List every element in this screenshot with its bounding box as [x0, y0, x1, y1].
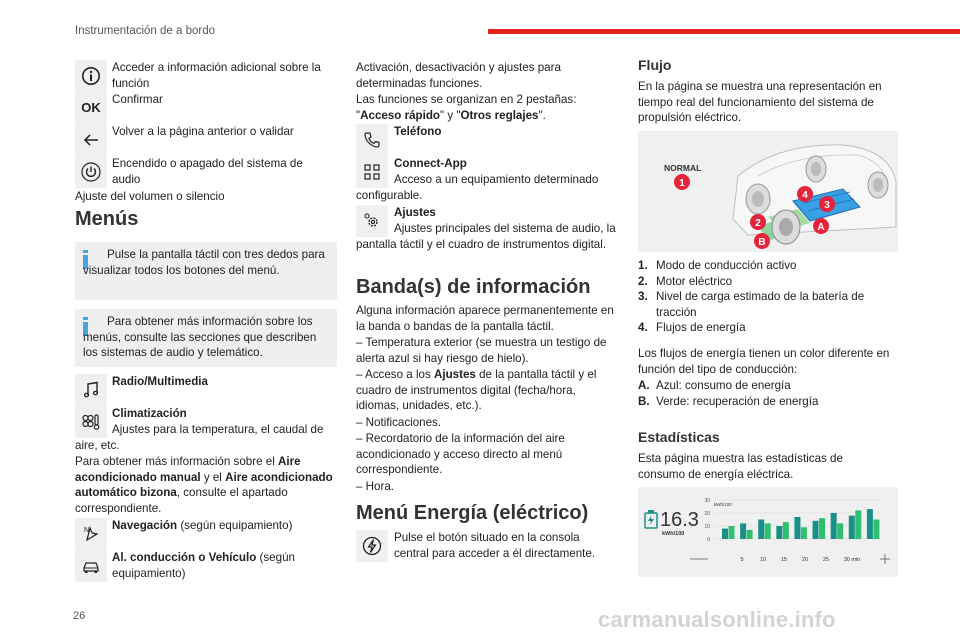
list-item: 4. Flujos de energía: [638, 321, 746, 334]
bar: [873, 520, 879, 540]
consumption-value: 16.3: [660, 509, 699, 531]
info-description: Acceder a información adicional sobre la función: [112, 61, 321, 90]
bar: [837, 523, 843, 539]
badge-A: [813, 218, 829, 239]
functions-intro: Activación, desactivación y ajustes para determinadas funciones.: [356, 61, 561, 90]
x-tick-label: 30 min: [843, 557, 861, 563]
settings-title: Ajustes: [394, 206, 436, 219]
bar: [758, 520, 764, 540]
svg-text:A: A: [817, 222, 825, 233]
x-tick-label: 10: [759, 557, 767, 563]
colors-text: Los flujos de energía tienen un color diferente en función del tipo de conducción:: [638, 347, 890, 376]
energy-bolt-icon: [356, 530, 388, 562]
connect-text: Acceso a un equipamiento determinado configurable.: [356, 173, 599, 202]
ok-description: Confirmar: [112, 93, 163, 106]
watermark: carmanualsonline.info: [598, 607, 836, 632]
clima-title: Climatización: [112, 407, 187, 420]
connect-title: Connect-App: [394, 157, 467, 170]
note-text: Para obtener más información sobre los menús, consulte las secciones que describen los sistemas de audio y telemático.: [83, 315, 317, 359]
bands-item: – Acceso a los Ajustes de la pantalla táctil y el cuadro de instrumentos digital (fecha/hora, idiomas, unidades, etc.).: [356, 368, 597, 412]
stats-heading: Estadísticas: [638, 429, 720, 445]
y-tick-label: 10: [704, 524, 710, 530]
svg-text:2: 2: [755, 218, 761, 229]
badge-1: [674, 174, 690, 195]
badge-3: [819, 196, 835, 217]
bands-intro: Alguna información aparece permanentemente en la banda o bandas de la pantalla táctil.: [356, 304, 614, 333]
bar: [722, 529, 728, 539]
x-tick-label: 5: [740, 557, 744, 563]
note-text: Pulse la pantalla táctil con tres dedos para visualizar todos los botones del menú.: [83, 248, 325, 277]
bar: [849, 516, 855, 539]
bar: [765, 523, 771, 539]
bar: [729, 526, 735, 539]
page-number: 26: [73, 610, 86, 622]
tabs-text: Las funciones se organizan en 2 pestañas: "Acceso rápido" y "Otros reglajes".: [356, 93, 577, 122]
note-box: [75, 242, 337, 300]
drive-description: Al. conducción o Vehículo (según equipamiento): [112, 551, 295, 580]
badge-B: [754, 233, 770, 254]
y-axis-label: kWh/100: [714, 502, 732, 507]
energy-text: Pulse el botón situado en la consola central para acceder a él directamente.: [394, 531, 596, 560]
y-tick-label: 30: [704, 498, 710, 504]
bar: [813, 521, 819, 539]
bar: [794, 517, 800, 539]
ok-icon: OK: [75, 92, 107, 124]
bands-item: – Hora.: [356, 480, 395, 493]
note-box: [75, 309, 337, 367]
x-tick-label: 25: [822, 557, 830, 563]
clima-text: Ajustes para la temperatura, el caudal de aire, etc.: [75, 423, 324, 452]
list-item: 2. Motor eléctrico: [638, 274, 733, 288]
consumption-bar-chart: [638, 487, 898, 577]
bands-heading: Banda(s) de información: [356, 276, 591, 298]
bar: [776, 526, 782, 539]
svg-text:3: 3: [824, 200, 830, 211]
radio-title: Radio/Multimedia: [112, 375, 208, 388]
legend-list: [638, 258, 900, 336]
bar: [801, 527, 807, 539]
accent-bar: [488, 29, 960, 34]
list-item: B. Verde: recuperación de energía: [638, 394, 819, 408]
svg-text:B: B: [758, 237, 766, 248]
bar: [867, 509, 873, 539]
menus-heading: Menús: [75, 208, 139, 230]
y-tick-label: 20: [704, 511, 710, 517]
back-arrow-icon: [75, 124, 107, 156]
flow-color-legend: [638, 378, 900, 409]
bar: [740, 523, 746, 539]
list-item: 1. Modo de conducción activo: [638, 259, 797, 272]
svg-text:N: N: [84, 527, 90, 534]
power-icon: [75, 156, 107, 188]
bands-item: – Notificaciones.: [356, 416, 442, 429]
bar: [819, 518, 825, 539]
car-icon: [75, 550, 107, 582]
drive-mode-label: NORMAL: [664, 163, 702, 173]
bar: [831, 513, 837, 539]
stats-text: Esta página muestra las estadísticas de consumo de energía eléctrica.: [638, 452, 843, 481]
music-note-icon: [75, 374, 107, 406]
navigation-icon: [75, 518, 107, 550]
list-item: A. Azul: consumo de energía: [638, 379, 791, 392]
info-icon: [75, 60, 107, 92]
svg-text:4: 4: [802, 190, 808, 201]
power-description: Encendido o apagado del sistema de audio: [112, 157, 303, 186]
list-item: 3. Nivel de carga estimado de la batería de tracción: [638, 290, 865, 319]
consumption-unit: kWh/100: [662, 531, 685, 537]
x-tick-label: 20: [801, 557, 809, 563]
bar: [747, 530, 753, 539]
phone-title: Teléfono: [394, 125, 442, 138]
nav-description: Navegación (según equipamiento): [112, 519, 293, 532]
bands-item: – Recordatorio de la información del aire acondicionado y acceso directo al menú correspondiente.: [356, 432, 565, 476]
settings-text: Ajustes principales del sistema de audio, la pantalla táctil y el cuadro de instrumentos digital.: [356, 222, 616, 251]
flow-text: En la página se muestra una representación en tiempo real del funcionamiento del sistema de propulsión eléctrico.: [638, 80, 882, 124]
bar: [783, 522, 789, 539]
flow-heading: Flujo: [638, 57, 672, 73]
bands-item: – Temperatura exterior (se muestra un testigo de alerta azul si hay riesgo de hielo).: [356, 336, 607, 365]
energy-flow-diagram: [638, 131, 898, 252]
badge-2: [750, 214, 766, 235]
running-header: Instrumentación de a bordo: [75, 25, 216, 37]
phone-icon: [356, 124, 388, 156]
x-tick-label: 15: [780, 557, 788, 563]
back-description: Volver a la página anterior o validar: [112, 125, 294, 138]
volume-text: Ajuste del volumen o silencio: [75, 190, 225, 203]
svg-text:1: 1: [679, 178, 685, 189]
clima-more: Para obtener más información sobre el Aire acondicionado manual y el Aire acondicionado automático bizona, consulte el apartado correspondiente.: [75, 455, 333, 515]
badge-4: [797, 186, 813, 207]
stats-panel: [638, 487, 898, 577]
y-tick-label: 0: [707, 537, 710, 543]
bar: [855, 510, 861, 539]
energy-heading: Menú Energía (eléctrico): [356, 502, 589, 524]
